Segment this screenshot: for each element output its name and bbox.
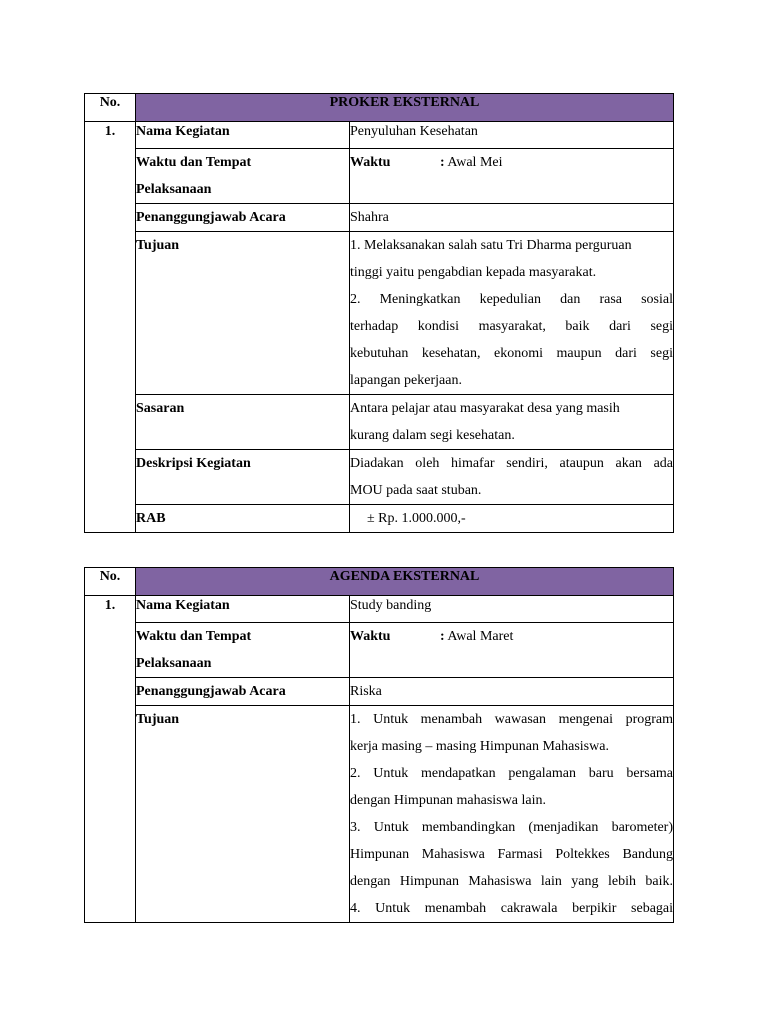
waktu-tempat-label-line2: Pelaksanaan xyxy=(136,182,212,197)
tujuan-label: Tujuan xyxy=(136,232,350,395)
deskripsi-label: Deskripsi Kegiatan xyxy=(136,450,350,505)
sasaran-line: kurang dalam segi kesehatan. xyxy=(350,428,515,443)
tujuan-value xyxy=(350,232,674,395)
table-row xyxy=(85,232,674,395)
proker-eksternal-table xyxy=(84,93,674,533)
table-row xyxy=(85,678,674,706)
waktu-tempat-value xyxy=(350,623,674,678)
waktu-tempat-label-line2: Pelaksanaan xyxy=(136,656,212,671)
waktu-label: Waktu xyxy=(350,155,391,170)
deskripsi-line: Diadakan oleh himafar sendiri, ataupun akan ada xyxy=(350,456,673,471)
tujuan-label: Tujuan xyxy=(136,706,350,923)
waktu-colon: : xyxy=(440,155,445,170)
tujuan-line: tinggi yaitu pengabdian kepada masyarakat. xyxy=(350,265,597,280)
sasaran-label: Sasaran xyxy=(136,395,350,450)
tujuan-line: kerja masing – masing Himpunan Mahasiswa. xyxy=(350,739,609,754)
tujuan-line: 2. Untuk mendapatkan pengalaman baru bersama xyxy=(350,766,674,781)
waktu-value: Awal Mei xyxy=(447,155,503,170)
table-header-row xyxy=(85,94,674,122)
waktu-tempat-label xyxy=(136,149,350,204)
tujuan-line: terhadap kondisi masyarakat, baik dari segi xyxy=(350,319,673,334)
table-row xyxy=(85,623,674,678)
waktu-tempat-label-line1: Waktu dan Tempat xyxy=(136,155,252,170)
sasaran-line: Antara pelajar atau masyarakat desa yang masih xyxy=(350,401,620,416)
table-row xyxy=(85,204,674,232)
waktu-tempat-label xyxy=(136,623,350,678)
table-row xyxy=(85,596,674,623)
nama-kegiatan-label: Nama Kegiatan xyxy=(136,122,350,149)
nama-kegiatan-value: Penyuluhan Kesehatan xyxy=(350,122,674,149)
waktu-value: Awal Maret xyxy=(447,629,514,644)
waktu-tempat-label-line1: Waktu dan Tempat xyxy=(136,629,252,644)
waktu-tempat-value xyxy=(350,149,674,204)
nama-kegiatan-label: Nama Kegiatan xyxy=(136,596,350,623)
agenda-eksternal-table xyxy=(84,567,674,923)
tujuan-line: 2. Meningkatkan kepedulian dan rasa sosial xyxy=(350,292,673,307)
table-row xyxy=(85,122,674,149)
tujuan-line: 4. Untuk menambah cakrawala berpikir sebagai xyxy=(350,901,674,916)
no-column-header: No. xyxy=(85,94,136,122)
tujuan-line: Himpunan Mahasiswa Farmasi Poltekkes Bandung xyxy=(350,847,674,862)
sasaran-value xyxy=(350,395,674,450)
table-row xyxy=(85,395,674,450)
rab-amount: ± Rp. 1.000.000,- xyxy=(367,511,466,526)
rab-label: RAB xyxy=(136,505,350,533)
table-title: AGENDA EKSTERNAL xyxy=(136,568,674,596)
tujuan-line: 1. Melaksanakan salah satu Tri Dharma perguruan xyxy=(350,238,632,253)
table-row xyxy=(85,706,674,923)
no-column-header: No. xyxy=(85,568,136,596)
deskripsi-line: MOU pada saat stuban. xyxy=(350,483,482,498)
tujuan-line: dengan Himpunan Mahasiswa lain yang lebih baik. xyxy=(350,874,674,889)
penanggungjawab-label: Penanggungjawab Acara xyxy=(136,678,350,706)
waktu-label: Waktu xyxy=(350,629,391,644)
tujuan-line: lapangan pekerjaan. xyxy=(350,373,462,388)
deskripsi-value xyxy=(350,450,674,505)
tujuan-line: dengan Himpunan mahasiswa lain. xyxy=(350,793,546,808)
table-header-row xyxy=(85,568,674,596)
penanggungjawab-value: Riska xyxy=(350,678,674,706)
penanggungjawab-label: Penanggungjawab Acara xyxy=(136,204,350,232)
table-row xyxy=(85,149,674,204)
nama-kegiatan-value: Study banding xyxy=(350,596,674,623)
penanggungjawab-value: Shahra xyxy=(350,204,674,232)
row-number: 1. xyxy=(85,596,136,923)
tujuan-line: 1. Untuk menambah wawasan mengenai program xyxy=(350,712,674,727)
tujuan-line: 3. Untuk membandingkan (menjadikan barometer) xyxy=(350,820,674,835)
rab-value xyxy=(350,505,674,533)
row-number: 1. xyxy=(85,122,136,533)
table-row xyxy=(85,505,674,533)
tujuan-value xyxy=(350,706,674,923)
tujuan-line: kebutuhan kesehatan, ekonomi maupun dari segi xyxy=(350,346,673,361)
table-row xyxy=(85,450,674,505)
waktu-colon: : xyxy=(440,629,445,644)
table-title: PROKER EKSTERNAL xyxy=(136,94,674,122)
